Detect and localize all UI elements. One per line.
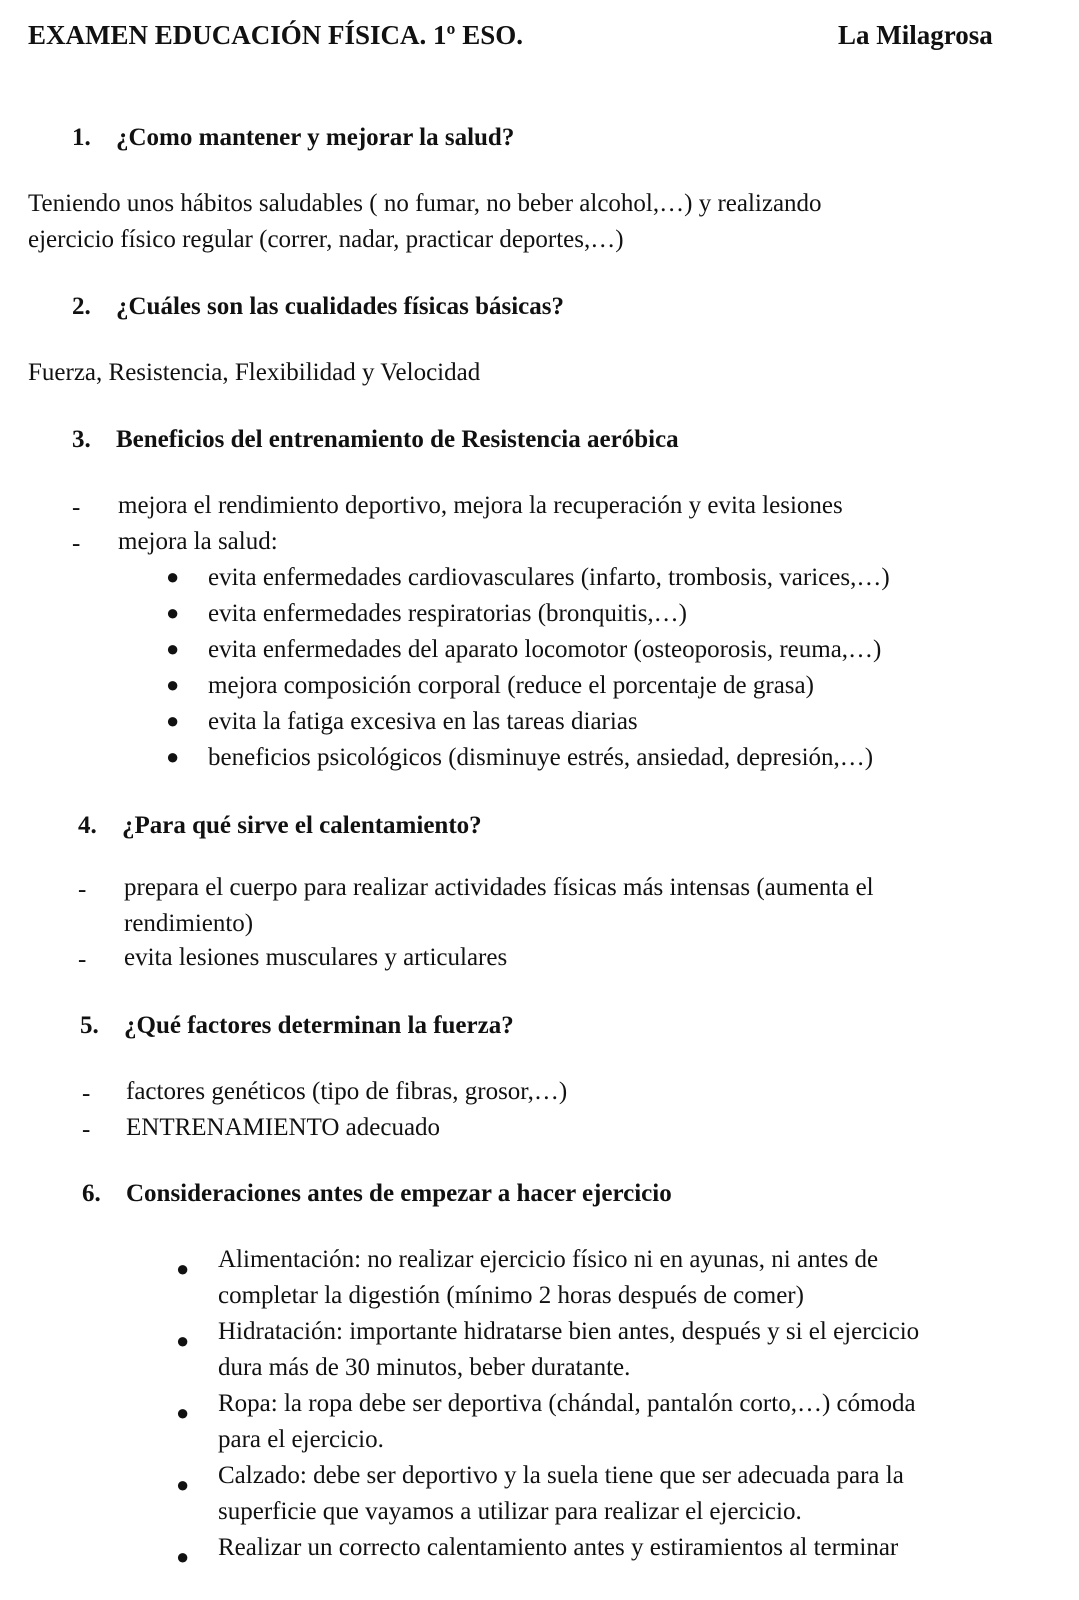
question-6-bullet-3-line-1: Ropa: la ropa debe ser deportiva (chándal, pantalón corto,…) cómoda [218,1390,916,1417]
question-6-bullet-4-line-2: superficie que vayamos a utilizar para realizar el ejercicio. [218,1498,802,1525]
question-5-title: 5. ¿Qué factores determinan la fuerza? [80,1012,514,1039]
question-6-bullet-2-line-1: Hidratación: importante hidratarse bien antes, después y si el ejercicio [218,1318,920,1345]
question-6-bullet-1-line-1: Alimentación: no realizar ejercicio físico ni en ayunas, ni antes de [218,1246,879,1273]
question-6-bullet-1-line-2: completar la digestión (mínimo 2 horas después de comer) [218,1282,804,1309]
bullet-icon: ● [166,672,180,697]
bullet-icon: ● [166,564,180,589]
dash-marker: - [72,494,81,521]
bullet-icon: ● [176,1328,190,1353]
question-1-answer-line-1: Teniendo unos hábitos saludables ( no fumar, no beber alcohol,…) y realizando [28,190,822,217]
question-3-bullet-2: evita enfermedades respiratorias (bronquitis,…) [208,600,687,627]
question-3-title: 3. Beneficios del entrenamiento de Resistencia aeróbica [72,426,679,453]
bullet-icon: ● [176,1256,190,1281]
question-3-bullet-5: evita la fatiga excesiva en las tareas diarias [208,708,638,735]
question-6-bullet-2-line-2: dura más de 30 minutos, beber duratante. [218,1354,631,1381]
dash-marker: - [78,876,87,903]
dash-marker: - [82,1116,91,1143]
question-4-dash-item-1-line-1: prepara el cuerpo para realizar actividades físicas más intensas (aumenta el [124,874,874,901]
question-3-dash-item-2: mejora la salud: [118,528,278,555]
question-6-bullet-4-line-1: Calzado: debe ser deportivo y la suela tiene que ser adecuada para la [218,1462,904,1489]
dash-marker: - [72,530,81,557]
question-6-bullet-3-line-2: para el ejercicio. [218,1426,384,1453]
question-2-answer: Fuerza, Resistencia, Flexibilidad y Velocidad [28,359,481,386]
bullet-icon: ● [176,1544,190,1569]
question-6-bullet-5: Realizar un correcto calentamiento antes y estiramientos al terminar [218,1534,899,1561]
question-4-title: 4. ¿Para qué sirve el calentamiento? [78,812,482,839]
question-3-bullet-6: beneficios psicológicos (disminuye estrés, ansiedad, depresión,…) [208,744,874,771]
question-3-bullet-4: mejora composición corporal (reduce el porcentaje de grasa) [208,672,814,699]
question-1-answer-line-2: ejercicio físico regular (correr, nadar, practicar deportes,…) [28,226,624,253]
question-3-dash-item-1: mejora el rendimiento deportivo, mejora la recuperación y evita lesiones [118,492,843,519]
bullet-icon: ● [166,600,180,625]
question-5-dash-item-2: ENTRENAMIENTO adecuado [126,1114,441,1141]
question-4-dash-item-2: evita lesiones musculares y articulares [124,944,508,971]
dash-marker: - [82,1080,91,1107]
bullet-icon: ● [176,1472,190,1497]
dash-marker: - [78,946,87,973]
question-3-bullet-1: evita enfermedades cardiovasculares (infarto, trombosis, varices,…) [208,564,890,591]
question-5-dash-item-1: factores genéticos (tipo de fibras, grosor,…) [126,1078,568,1105]
bullet-icon: ● [176,1400,190,1425]
bullet-icon: ● [166,708,180,733]
bullet-icon: ● [166,636,180,661]
question-4-dash-item-1-line-2: rendimiento) [124,910,254,937]
question-1-title: 1. ¿Como mantener y mejorar la salud? [72,124,515,151]
exam-title: EXAMEN EDUCACIÓN FÍSICA. 1º ESO. [28,20,523,50]
bullet-icon: ● [166,744,180,769]
question-2-title: 2. ¿Cuáles son las cualidades físicas básicas? [72,293,564,320]
question-6-title: 6. Consideraciones antes de empezar a hacer ejercicio [82,1180,672,1207]
question-3-bullet-3: evita enfermedades del aparato locomotor (osteoporosis, reuma,…) [208,636,882,663]
school-name: La Milagrosa [838,20,993,50]
